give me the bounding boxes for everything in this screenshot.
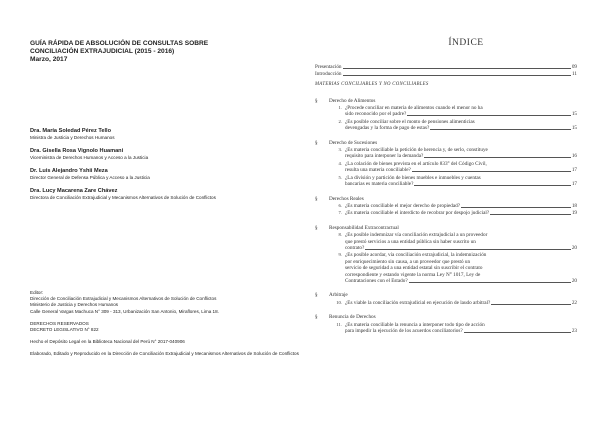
entry-line: sido reconocido por el padre? bbox=[345, 111, 407, 118]
page-number: 22 bbox=[571, 299, 577, 306]
index-entry bbox=[329, 147, 577, 160]
index-entry bbox=[329, 300, 577, 306]
entry-text bbox=[345, 119, 577, 132]
dot-leader bbox=[461, 207, 571, 208]
imprint-line: Ministerio de Justicia y Derechos Humanos bbox=[30, 302, 119, 308]
dot-leader bbox=[407, 115, 570, 116]
page-number: 17 bbox=[571, 181, 577, 188]
entry-number: 5. bbox=[338, 174, 342, 180]
imprint-line: Hecho el Depósito Legal en la Biblioteca Nacional del Perú N° 2017-040906 bbox=[30, 339, 185, 345]
entry-text bbox=[345, 210, 577, 216]
authority-name: Dra. Lucy Macarena Zare Chávez bbox=[30, 188, 118, 194]
category-title: Derecho de Sucesiones bbox=[329, 139, 378, 146]
document-title bbox=[30, 40, 290, 64]
imprint-line: Dirección de Conciliación Extrajudicial y Mecanismos Alternativos de Solución de Conflictos bbox=[30, 296, 217, 302]
index-title: ÍNDICE bbox=[448, 38, 484, 48]
entry-line: ¿La colación de bienes prevista en el artículo 833° del Código Civil, bbox=[345, 160, 487, 167]
dot-leader bbox=[424, 157, 570, 158]
index-category bbox=[315, 196, 577, 217]
category-heading bbox=[315, 292, 577, 298]
page-number: 20 bbox=[571, 244, 577, 251]
entry-text bbox=[345, 232, 577, 251]
category-heading bbox=[315, 98, 577, 104]
section-sign-icon: § bbox=[315, 195, 318, 202]
authority bbox=[30, 168, 300, 181]
category-list bbox=[315, 98, 577, 335]
entry-last-line bbox=[345, 203, 577, 209]
entry-number: 9. bbox=[338, 252, 342, 258]
entry-line: servicio de seguridad a una entidad estatal sin suscribir el contrato bbox=[345, 265, 483, 272]
page-number: 09 bbox=[571, 64, 577, 71]
toc-label: Presentación bbox=[315, 64, 342, 71]
dot-leader bbox=[365, 249, 571, 250]
rights-block bbox=[30, 321, 305, 333]
index-category bbox=[315, 225, 577, 285]
entry-number: 7. bbox=[338, 210, 342, 216]
section-title: MATERIAS CONCILIABLES Y NO CONCILIABLES bbox=[315, 82, 429, 88]
entry-text bbox=[345, 203, 577, 209]
category-title: Responsabilidad Extracontractual bbox=[329, 224, 399, 231]
index-entry bbox=[329, 105, 577, 118]
entry-line: para impedir la ejecución de los acuerdos conciliatorios? bbox=[345, 328, 463, 334]
section-sign-icon: § bbox=[315, 224, 318, 231]
entry-line: correspondiente y estando vigente la norma Ley N° 1017, Ley de bbox=[345, 271, 481, 278]
entry-number: 3. bbox=[338, 147, 342, 153]
section-sign-icon: § bbox=[315, 139, 318, 146]
entry-number: 4. bbox=[338, 160, 342, 166]
page-number: 19 bbox=[571, 210, 577, 217]
entry-number: 6. bbox=[338, 202, 342, 208]
entry-line: ¿Es viable la conciliación extrajudicial en ejecución de laudo arbitral? bbox=[345, 299, 491, 306]
authority-role: Viceministra de Derechos Humanos y Acceso a la Justicia bbox=[30, 155, 149, 160]
index-entry bbox=[329, 232, 577, 251]
dot-leader bbox=[491, 304, 570, 305]
authority-name: Dr. Luis Alejandro Yshii Meza bbox=[30, 168, 108, 174]
page-number: 18 bbox=[571, 202, 577, 209]
entry-text bbox=[345, 175, 577, 188]
index-entry bbox=[329, 203, 577, 209]
entry-last-line bbox=[345, 300, 577, 306]
entry-last-line bbox=[345, 153, 577, 159]
category-title: Renuncia de Derechos bbox=[329, 314, 376, 321]
entry-number: 2. bbox=[338, 118, 342, 124]
production-block bbox=[30, 351, 305, 357]
entry-last-line bbox=[345, 328, 577, 334]
entry-line: ¿Es materia conciliable el interdicto de recobrar por despojo judicial? bbox=[345, 210, 490, 217]
imprint-line: Elaborado, Editado y Reproducido en la Dirección de Conciliación Extrajudicial y Mecanismos Alternativos de Solución de Conflictos bbox=[30, 351, 299, 357]
entry-text bbox=[345, 252, 577, 284]
entry-last-line bbox=[345, 278, 577, 284]
entry-last-line bbox=[345, 125, 577, 131]
entry-line: ¿Es materia conciliable la renuncia a interponer todo tipo de acción bbox=[345, 321, 485, 328]
section-sign-icon: § bbox=[315, 314, 318, 321]
authority-role: Ministra de Justicia y Derechos Humanos bbox=[30, 135, 115, 140]
front-matter-list bbox=[315, 64, 577, 77]
index-category bbox=[315, 292, 577, 306]
entry-line: ¿La división y partición de bienes muebles e inmuebles y cuentas bbox=[345, 174, 481, 181]
dot-leader bbox=[464, 332, 571, 333]
page-number: 23 bbox=[571, 328, 577, 334]
entry-line: ¿Procede conciliar en materia de alimentos cuando el menor no ha bbox=[345, 105, 483, 112]
dot-leader bbox=[343, 68, 571, 69]
entry-text bbox=[345, 300, 577, 306]
category-heading bbox=[315, 314, 577, 320]
category-title: Derecho de Alimentos bbox=[329, 97, 376, 104]
entry-line: bancarias es materia conciliable? bbox=[345, 181, 414, 188]
category-heading bbox=[315, 140, 577, 146]
page-number: 17 bbox=[571, 167, 577, 174]
title-line: CONCILIACIÓN EXTRAJUDICIAL (2015 - 2016) bbox=[30, 48, 175, 55]
category-title: Arbitraje bbox=[329, 292, 348, 299]
dot-leader bbox=[409, 282, 571, 283]
toc-row bbox=[315, 71, 577, 77]
authority-name: Dra. María Soledad Pérez Tello bbox=[30, 128, 112, 134]
toc-label: Introducción bbox=[315, 70, 342, 77]
page-number: 20 bbox=[571, 277, 577, 284]
category-heading bbox=[315, 225, 577, 231]
index-entry bbox=[329, 322, 577, 335]
authorities-list bbox=[30, 128, 300, 208]
entry-line: requisito para interponer la demanda? bbox=[345, 153, 424, 160]
editor-block bbox=[30, 290, 305, 315]
dot-leader bbox=[430, 129, 571, 130]
entry-line: ¿Es materia conciliable el mejor derecho de propiedad? bbox=[345, 202, 461, 209]
entry-line: resulta una materia conciliable? bbox=[345, 167, 411, 174]
entry-last-line bbox=[345, 210, 577, 216]
entry-number: 10. bbox=[336, 299, 342, 305]
index-category bbox=[315, 140, 577, 188]
entry-text bbox=[345, 105, 577, 118]
imprint-line: Calle General Vargas Machuca N° 309 - 313, Urbanización San Antonio, Miraflores, Lima 18. bbox=[30, 308, 219, 314]
index-category bbox=[315, 314, 577, 334]
authority-role: Directora de Conciliación Extrajudicial y Mecanismos Alternativos de Solución de Conflictos bbox=[30, 195, 216, 200]
entry-line: que prestó servicios a una entidad pública sin haber suscrito un bbox=[345, 238, 476, 245]
imprint bbox=[30, 290, 305, 364]
page-number: 11 bbox=[572, 70, 577, 77]
index-category bbox=[315, 98, 577, 132]
dot-leader bbox=[490, 214, 571, 215]
entry-last-line bbox=[345, 181, 577, 187]
entry-last-line bbox=[345, 167, 577, 173]
authority bbox=[30, 128, 300, 141]
legal-deposit-block bbox=[30, 339, 305, 345]
index-entry bbox=[329, 252, 577, 284]
index-entry bbox=[329, 210, 577, 216]
title-line: GUÍA RÁPIDA DE ABSOLUCIÓN DE CONSULTAS SOBRE bbox=[30, 40, 209, 47]
index-entry bbox=[329, 119, 577, 132]
imprint-line: DECRETO LEGISLATIVO N° 822 bbox=[30, 327, 99, 333]
entry-text bbox=[345, 322, 577, 335]
page-number: 16 bbox=[571, 153, 577, 160]
index-page bbox=[315, 40, 577, 334]
entry-line: ¿Es posible acordar, vía conciliación extrajudicial, la indemnización bbox=[345, 252, 487, 259]
entry-last-line bbox=[345, 111, 577, 117]
category-title: Derechos Reales bbox=[329, 195, 364, 202]
entry-line: por enriquecimiento sin causa, a un proveedor que prestó un bbox=[345, 258, 471, 265]
entry-line: ¿Es posible conciliar sobre el monto de pensiones alimenticias bbox=[345, 118, 475, 125]
entry-line: Contrataciones con el Estado? bbox=[345, 277, 408, 284]
authority bbox=[30, 148, 300, 161]
entry-number: 8. bbox=[338, 232, 342, 238]
index-entry bbox=[329, 175, 577, 188]
authority-name: Dra. Gisella Rosa Vignolo Huamani bbox=[30, 148, 124, 154]
entry-number: 11. bbox=[336, 321, 342, 327]
entry-line: ¿Es posible indemnizar vía conciliación extrajudicial a un proveedor bbox=[345, 232, 488, 239]
authority-role: Director General de Defensa Pública y Acceso a la Justicia bbox=[30, 175, 150, 180]
dot-leader bbox=[412, 171, 571, 172]
page-number: 15 bbox=[571, 111, 577, 118]
entry-number: 1. bbox=[338, 105, 342, 111]
index-entry bbox=[329, 161, 577, 174]
entry-text bbox=[345, 161, 577, 174]
page-number: 15 bbox=[571, 125, 577, 132]
imprint-line: Editor: bbox=[30, 290, 44, 295]
imprint-line: DERECHOS RESERVADOS bbox=[30, 320, 89, 326]
entry-line: ¿Es materia conciliable la petición de herencia y, de serlo, constituye bbox=[345, 147, 488, 154]
entry-line: devengadas y la forma de pago de estas? bbox=[345, 125, 430, 132]
entry-text bbox=[345, 147, 577, 160]
dot-leader bbox=[414, 185, 570, 186]
authority bbox=[30, 188, 300, 201]
publication-date: Marzo, 2017 bbox=[30, 56, 68, 63]
entry-line: contrato? bbox=[345, 244, 365, 251]
section-sign-icon: § bbox=[315, 292, 318, 299]
entry-last-line bbox=[345, 245, 577, 251]
dot-leader bbox=[343, 75, 571, 76]
section-sign-icon: § bbox=[315, 97, 318, 104]
category-heading bbox=[315, 196, 577, 202]
